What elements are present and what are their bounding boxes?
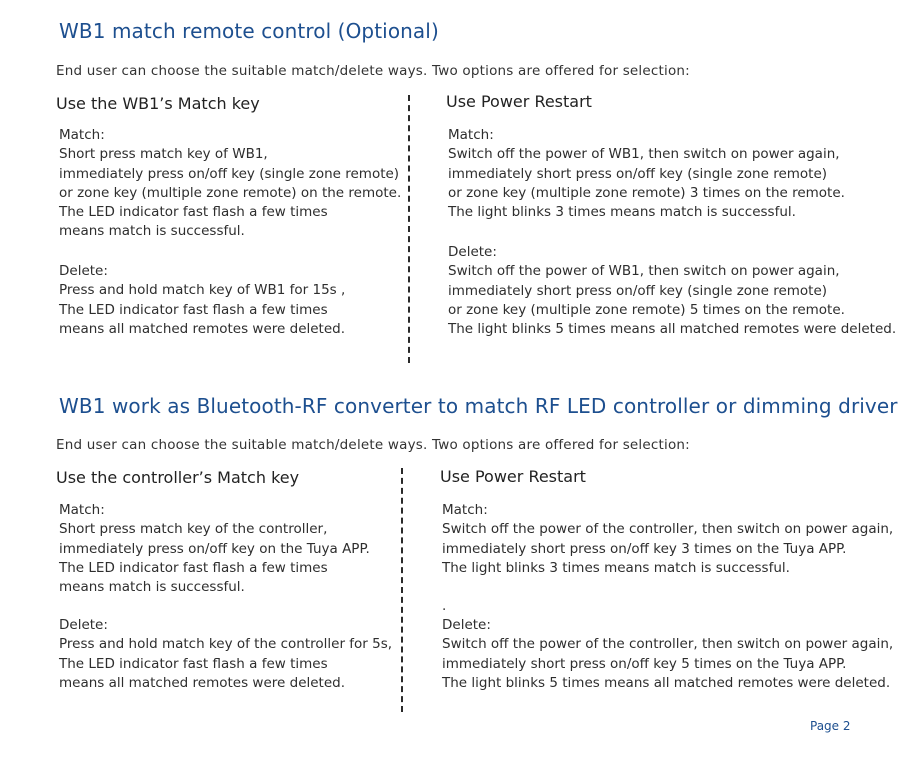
section1-title: WB1 match remote control (Optional) <box>59 19 439 43</box>
text-line: immediately press on/off key on the Tuya APP. <box>59 540 370 557</box>
section2-intro: End user can choose the suitable match/delete ways. Two options are offered for selection: <box>56 437 690 453</box>
text-line: The LED indicator fast flash a few times <box>59 655 328 672</box>
section1-left-match <box>59 126 401 242</box>
text-line: Switch off the power of WB1, then switch on power again, <box>448 146 840 163</box>
section1-left-delete <box>59 262 345 339</box>
text-line: or zone key (multiple zone remote) 5 times on the remote. <box>448 301 845 318</box>
text-line: The light blinks 3 times means match is successful. <box>448 204 796 221</box>
match-label: Match: <box>442 502 488 518</box>
text-line: Switch off the power of the controller, then switch on power again, <box>442 636 894 653</box>
section2-right-heading: Use Power Restart <box>440 467 586 486</box>
section2-left-heading: Use the controller’s Match key <box>56 468 300 487</box>
text-line: means all matched remotes were deleted. <box>59 674 346 691</box>
delete-label: Delete: <box>442 617 491 633</box>
match-label: Match: <box>59 502 105 518</box>
text-line: means all matched remotes were deleted. <box>59 320 346 337</box>
text-line: The LED indicator fast flash a few times <box>59 559 328 576</box>
delete-label: Delete: <box>59 617 108 633</box>
match-label: Match: <box>448 127 494 143</box>
section2-right-match <box>442 501 893 578</box>
text-line: The light blinks 5 times means all matched remotes were deleted. <box>442 674 891 691</box>
text-line: immediately short press on/off key (single zone remote) <box>448 282 828 299</box>
text-line: Short press match key of the controller, <box>59 521 328 538</box>
section1-right-heading: Use Power Restart <box>446 92 592 111</box>
text-line: The LED indicator fast flash a few times <box>59 301 328 318</box>
section2-column-divider <box>401 468 403 712</box>
section1-right-delete <box>448 243 896 339</box>
text-line: Press and hold match key of the controller for 5s, <box>59 636 393 653</box>
section2-left-delete <box>59 616 392 693</box>
section1-left-heading: Use the WB1’s Match key <box>56 94 260 113</box>
text-line: Switch off the power of WB1, then switch on power again, <box>448 263 840 280</box>
page-number: Page 2 <box>810 719 851 733</box>
section2-stray-mark: . <box>442 598 447 614</box>
text-line: or zone key (multiple zone remote) on the remote. <box>59 184 402 201</box>
text-line: The light blinks 3 times means match is successful. <box>442 559 790 576</box>
text-line: immediately short press on/off key 3 times on the Tuya APP. <box>442 540 847 557</box>
delete-label: Delete: <box>59 263 108 279</box>
section2-right-delete <box>442 616 893 693</box>
text-line: immediately short press on/off key 5 times on the Tuya APP. <box>442 655 847 672</box>
text-line: immediately press on/off key (single zone remote) <box>59 165 400 182</box>
text-line: Switch off the power of the controller, then switch on power again, <box>442 521 894 538</box>
match-label: Match: <box>59 127 105 143</box>
text-line: or zone key (multiple zone remote) 3 times on the remote. <box>448 184 845 201</box>
text-line: The LED indicator fast flash a few times <box>59 204 328 221</box>
section1-intro: End user can choose the suitable match/delete ways. Two options are offered for selection: <box>56 63 690 79</box>
text-line: means match is successful. <box>59 579 245 596</box>
text-line: immediately short press on/off key (single zone remote) <box>448 165 828 182</box>
text-line: Short press match key of WB1, <box>59 146 268 163</box>
text-line: Press and hold match key of WB1 for 15s , <box>59 282 346 299</box>
text-line: The light blinks 5 times means all matched remotes were deleted. <box>448 321 897 338</box>
delete-label: Delete: <box>448 244 497 260</box>
section1-column-divider <box>408 95 410 363</box>
text-line: means match is successful. <box>59 223 245 240</box>
section2-left-match <box>59 501 370 597</box>
section2-title: WB1 work as Bluetooth-RF converter to match RF LED controller or dimming driver <box>59 394 898 418</box>
section1-right-match <box>448 126 845 222</box>
